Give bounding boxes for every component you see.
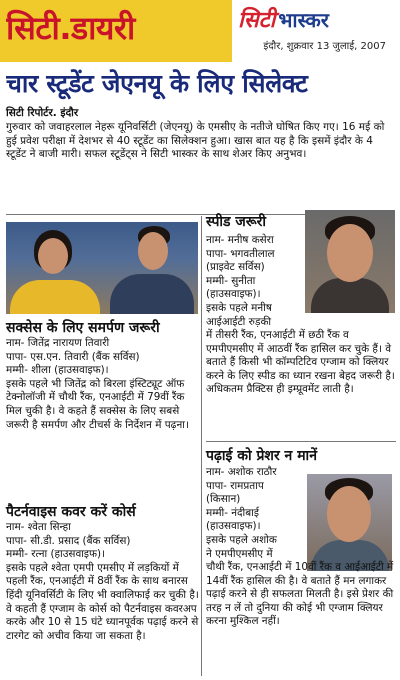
brand-logo-part1: सिटी: [238, 8, 276, 33]
ashok-father-job: (किसान): [206, 493, 241, 506]
ashok-intro-line: इसके पहले अशोक: [206, 533, 277, 546]
divider: [206, 441, 396, 442]
manish-photo: [305, 210, 395, 313]
ashok-intro-line-2: ने एमपीएमसीए में: [206, 547, 273, 560]
section-title: सिटी.डायरी: [6, 9, 135, 47]
section-banner: [0, 0, 232, 62]
manish-mother: मम्मी- सुनीता: [206, 274, 256, 287]
jitendra-father: पापा- एस.एन. तिवारी (बैंक सर्विस): [6, 350, 140, 363]
shweta-section-body: [6, 521, 199, 643]
brand-logo-part2: भास्कर: [278, 8, 329, 32]
jitendra-section-body: [6, 337, 199, 432]
shweta-name: नाम- श्वेता सिन्हा: [6, 521, 71, 533]
shweta-father: पापा- सी.डी. प्रसाद (बैंक सर्विस): [6, 534, 131, 547]
manish-father: पापा- भगवतीलाल: [206, 247, 275, 260]
jitendra-name: नाम- जितेंद्र नारायण तिवारी: [6, 337, 110, 349]
ashok-section-header-lines: [206, 466, 304, 561]
brand-block: [232, 0, 400, 62]
article-headline: चार स्टूडेंट जेएनयू के लिए सिलेक्ट: [6, 69, 308, 98]
ashok-father: पापा- रामप्रताप: [206, 479, 264, 492]
article-byline: सिटी रिपोर्टर. इंदौर: [6, 107, 79, 119]
ashok-photo: [307, 474, 392, 571]
article-intro: गुरुवार को जवाहरलाल नेहरू यूनिवर्सिटी (जेएनयू) के एमसीए के नतीजे घोषित किए गए। 16 मई को हुई प्रवेश परीक्षा में देशभर से 40 स्टूडेंट का सिलेक्शन हुआ। खास बात यह है कि इसमें इंदौर के 4 स्टूडेंट ने बाजी मारी। सफल स्टूडेंट्स ने सिटी भास्कर के साथ शेअर किए अनुभव।: [6, 121, 385, 160]
manish-father-job: (प्राइवेट सर्विस): [206, 261, 265, 274]
manish-mother-job: (हाउसवाइफ)।: [206, 288, 261, 301]
jitendra-section-title: सक्सेस के लिए समर्पण जरूरी: [6, 320, 160, 336]
jitendra-paragraph: इसके पहले भी जितेंद्र को बिरला इंस्टिट्यूट ऑफ टेक्नोलॉजी में चौथी रैंक, एनआईटी में 79वीं रैंक मिल चुकी है। वे कहते हैं सक्सेस के लिए सबसे जरूरी है समर्पण और टीचर्स के निर्देशन में पढ़ना।: [6, 377, 189, 431]
shweta-section-title: पैटर्नवाइस कवर करें कोर्स: [6, 504, 136, 520]
dateline: इंदौर, शुक्रवार 13 जुलाई, 2007: [263, 41, 386, 52]
shweta-mother: मम्मी- रत्ना (हाउसवाइफ)।: [6, 548, 106, 561]
manish-paragraph: में तीसरी रैंक, एनआईटी में छठी रैंक व एमपीएमसीए में आठवीं रैंक हासिल कर चुके हैं। वे बताते हैं किसी भी कॉम्पटिटिव एग्जाम को क्लियर करने के लिए स्पीड का ध्यान रखना बेहद जरूरी है। अधिकतम प्रैक्टिस ही इम्प्रूवमेंट लाती है।: [206, 329, 395, 396]
masthead: [0, 0, 400, 62]
manish-name: नाम- मनीष कसेरा: [206, 234, 274, 246]
manish-section-header-lines: [206, 234, 302, 329]
shweta-paragraph: इसके पहले श्वेता एमपी एमसीए में लड़कियों में पहली रैंक, एनआईटी में 8वीं रैंक के साथ बनारस हिंदी यूनिवर्सिटी के लिए भी क्वालिफाई कर चुकी है। वे कहती हैं एग्जाम के कोर्स को पैटर्नवाइस कवरअप करके और 10 से 15 घंटे ध्यानपूर्वक पढ़ाई करने से टारगेट को अचीव किया जा सकता है।: [6, 561, 199, 642]
ashok-name: नाम- अशोक राठौर: [206, 466, 277, 478]
ashok-mother: मम्मी- नंदीबाई: [206, 506, 259, 519]
ashok-mother-job: (हाउसवाइफ)।: [206, 520, 261, 533]
manish-section-title: स्पीड जरूरी: [206, 214, 267, 230]
manish-section-body: [206, 329, 396, 397]
column-divider: [201, 216, 202, 676]
brand-logo: [238, 4, 329, 34]
ashok-section-body: [206, 561, 396, 629]
jitendra-mother: मम्मी- शीला (हाउसवाइफ)।: [6, 364, 109, 377]
ashok-section-title: पढ़ाई को प्रेशर न मानें: [206, 448, 317, 464]
manish-intro-line: इसके पहले मनीष: [206, 301, 272, 314]
manish-intro-line-2: आईआईटी रुड़की: [206, 315, 272, 328]
group-photo: [6, 222, 198, 314]
ashok-paragraph: चौथी रैंक, एनआईटी में 10वीं रैंक व आईआईटी में 14वीं रैंक हासिल की है। वे बताते हैं मन लगाकर पढ़ाई करने से ही सफलता मिलती है। इसे प्रेशर की तरह न लें तो दुनिया की कोई भी एग्जाम क्लियर करना मुश्किल नहीं।: [206, 561, 394, 628]
